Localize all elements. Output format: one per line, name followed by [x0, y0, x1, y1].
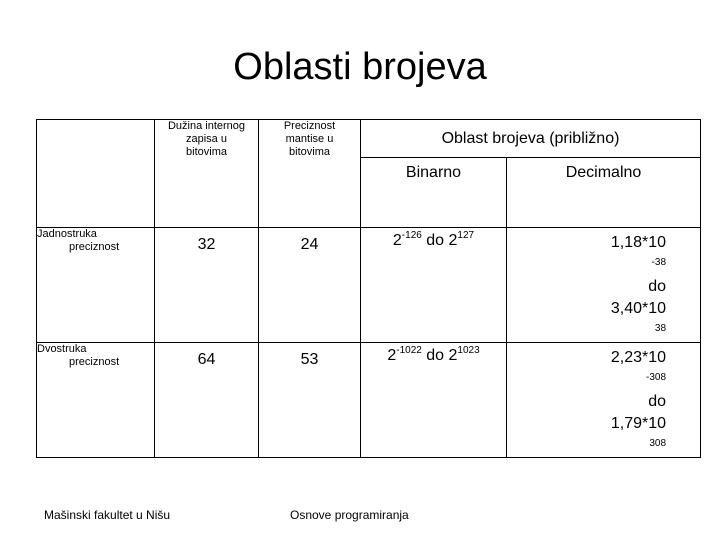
binary-separator: do	[421, 232, 449, 249]
header-precision-line: Preciznost	[283, 120, 336, 132]
binary-range-cell	[361, 343, 507, 458]
footer-left: Mašinski fakultet u Nišu	[44, 508, 171, 522]
binary-base: 2	[387, 347, 397, 364]
header-precision-line: bitovima	[289, 146, 330, 158]
decimal-exponent: -308	[646, 372, 667, 383]
decimal-range-cell	[507, 228, 701, 343]
header-length-line: Dužina internog	[167, 120, 246, 132]
decimal-separator: do	[643, 393, 667, 410]
binary-separator: do	[421, 347, 449, 364]
decimal-line	[507, 347, 666, 413]
header-length	[155, 120, 259, 228]
precision-cell: 53	[259, 343, 361, 458]
header-length-line: bitovima	[186, 146, 227, 158]
header-decimal: Decimalno	[507, 158, 701, 228]
header-binary: Binarno	[361, 158, 507, 228]
decimal-exponent: 308	[649, 438, 667, 449]
page-title: Oblasti brojeva	[233, 46, 487, 88]
decimal-exponent: -38	[651, 257, 667, 268]
decimal-mantissa: 1,18*10	[610, 234, 667, 251]
binary-range-cell	[361, 228, 507, 343]
row-label	[37, 343, 155, 458]
binary-exponent: 1023	[457, 345, 480, 356]
header-precision-line: mantise u	[285, 133, 334, 145]
corner-cell	[37, 120, 155, 228]
row-label-line: Dvostruka	[37, 343, 87, 355]
row-label-line: Jadnostruka	[37, 228, 97, 240]
decimal-mantissa: 3,40*10	[610, 300, 667, 317]
footer-center: Osnove programiranja	[290, 508, 409, 522]
length-cell: 32	[155, 228, 259, 343]
row-label	[37, 228, 155, 343]
header-range: Oblast brojeva (približno)	[361, 120, 701, 158]
binary-exponent: -1022	[396, 345, 422, 356]
header-length-line: zapisa u	[186, 133, 227, 145]
precision-cell: 24	[259, 228, 361, 343]
header-precision	[259, 120, 361, 228]
decimal-line	[507, 298, 666, 342]
decimal-line	[507, 413, 666, 457]
number-ranges-table	[36, 119, 701, 458]
binary-exponent: 127	[457, 230, 475, 241]
decimal-line	[507, 232, 666, 298]
binary-base: 2	[392, 232, 402, 249]
decimal-range-cell	[507, 343, 701, 458]
binary-base: 2	[448, 232, 458, 249]
table-row	[37, 228, 701, 343]
length-cell: 64	[155, 343, 259, 458]
binary-exponent: -126	[401, 230, 422, 241]
table-row	[37, 343, 701, 458]
decimal-mantissa: 2,23*10	[610, 349, 667, 366]
decimal-separator: do	[643, 278, 667, 295]
decimal-exponent: 38	[654, 323, 667, 334]
row-label-line: preciznost	[69, 356, 120, 368]
row-label-line: preciznost	[69, 241, 120, 253]
decimal-mantissa: 1,79*10	[610, 415, 667, 432]
binary-base: 2	[448, 347, 458, 364]
